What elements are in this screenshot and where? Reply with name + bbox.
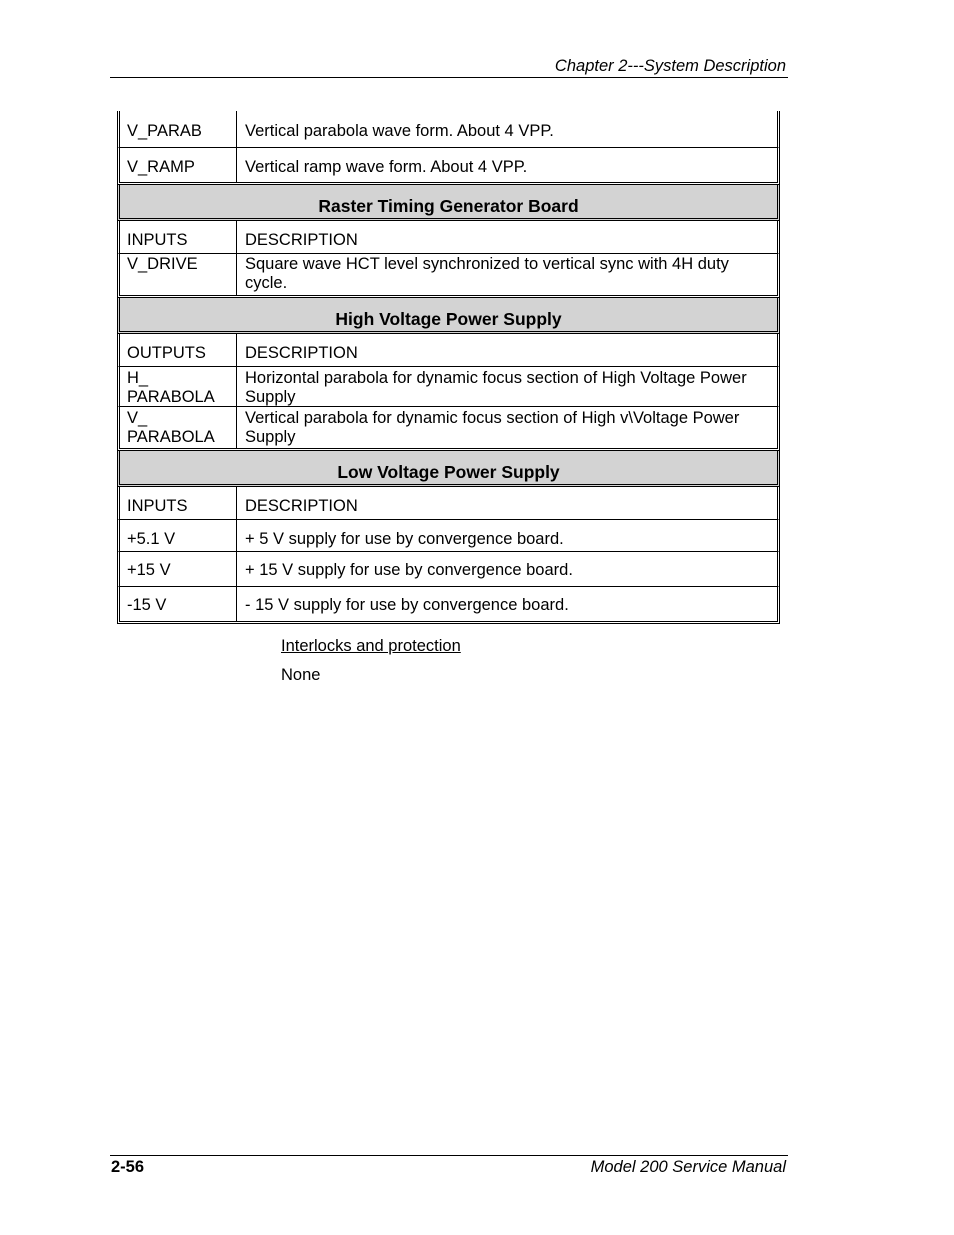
signal-cell: V_DRIVE	[120, 254, 237, 295]
description-cell: - 15 V supply for use by convergence board.	[245, 596, 569, 614]
table-row	[117, 111, 780, 148]
column-header: INPUTS	[120, 487, 237, 519]
column-header: INPUTS	[120, 221, 237, 253]
signal-table	[117, 111, 780, 624]
description-cell: Vertical parabola wave form. About 4 VPP.	[245, 122, 554, 140]
column-header: DESCRIPTION	[245, 344, 358, 362]
column-header: DESCRIPTION	[245, 497, 358, 515]
description-cell: + 15 V supply for use by convergence board.	[245, 561, 573, 579]
interlocks-text: None	[281, 666, 321, 684]
table-row	[117, 552, 780, 587]
description-cell: Vertical ramp wave form. About 4 VPP.	[245, 158, 528, 176]
column-header-row	[117, 487, 780, 520]
manual-title: Model 200 Service Manual	[590, 1158, 786, 1176]
signal-cell: -15 V	[120, 587, 237, 621]
section-title: Low Voltage Power Supply	[337, 462, 560, 482]
signal-cell: V_PARAB	[120, 111, 237, 147]
section-title: Raster Timing Generator Board	[318, 196, 579, 216]
running-header: Chapter 2---System Description	[554, 57, 786, 75]
table-row	[117, 254, 780, 298]
column-header: OUTPUTS	[120, 334, 237, 366]
section-header-low-voltage	[117, 451, 780, 487]
signal-cell: +5.1 V	[120, 520, 237, 551]
table-row	[117, 148, 780, 185]
column-header: DESCRIPTION	[245, 231, 358, 249]
description-cell: Horizontal parabola for dynamic focus section of High Voltage Power Supply	[245, 369, 747, 406]
table-row	[117, 407, 780, 451]
column-header-row	[117, 221, 780, 254]
footer-rule	[110, 1155, 788, 1156]
section-header-raster	[117, 185, 780, 221]
signal-cell: H_ PARABOLA	[120, 367, 237, 406]
description-cell: Square wave HCT level synchronized to vertical sync with 4H duty cycle.	[245, 255, 729, 292]
header-rule	[110, 77, 788, 78]
signal-cell: V_RAMP	[120, 148, 237, 182]
description-cell: + 5 V supply for use by convergence board.	[245, 530, 564, 548]
page-number: 2-56	[111, 1158, 145, 1176]
description-cell: Vertical parabola for dynamic focus section of High v\Voltage Power Supply	[245, 409, 740, 446]
table-row	[117, 587, 780, 624]
column-header-row	[117, 334, 780, 367]
signal-cell: +15 V	[120, 552, 237, 586]
interlocks-subheading: Interlocks and protection	[281, 637, 461, 655]
table-row	[117, 367, 780, 407]
section-header-high-voltage	[117, 298, 780, 334]
signal-cell: V_ PARABOLA	[120, 407, 237, 448]
section-title: High Voltage Power Supply	[335, 309, 562, 329]
table-row	[117, 520, 780, 552]
